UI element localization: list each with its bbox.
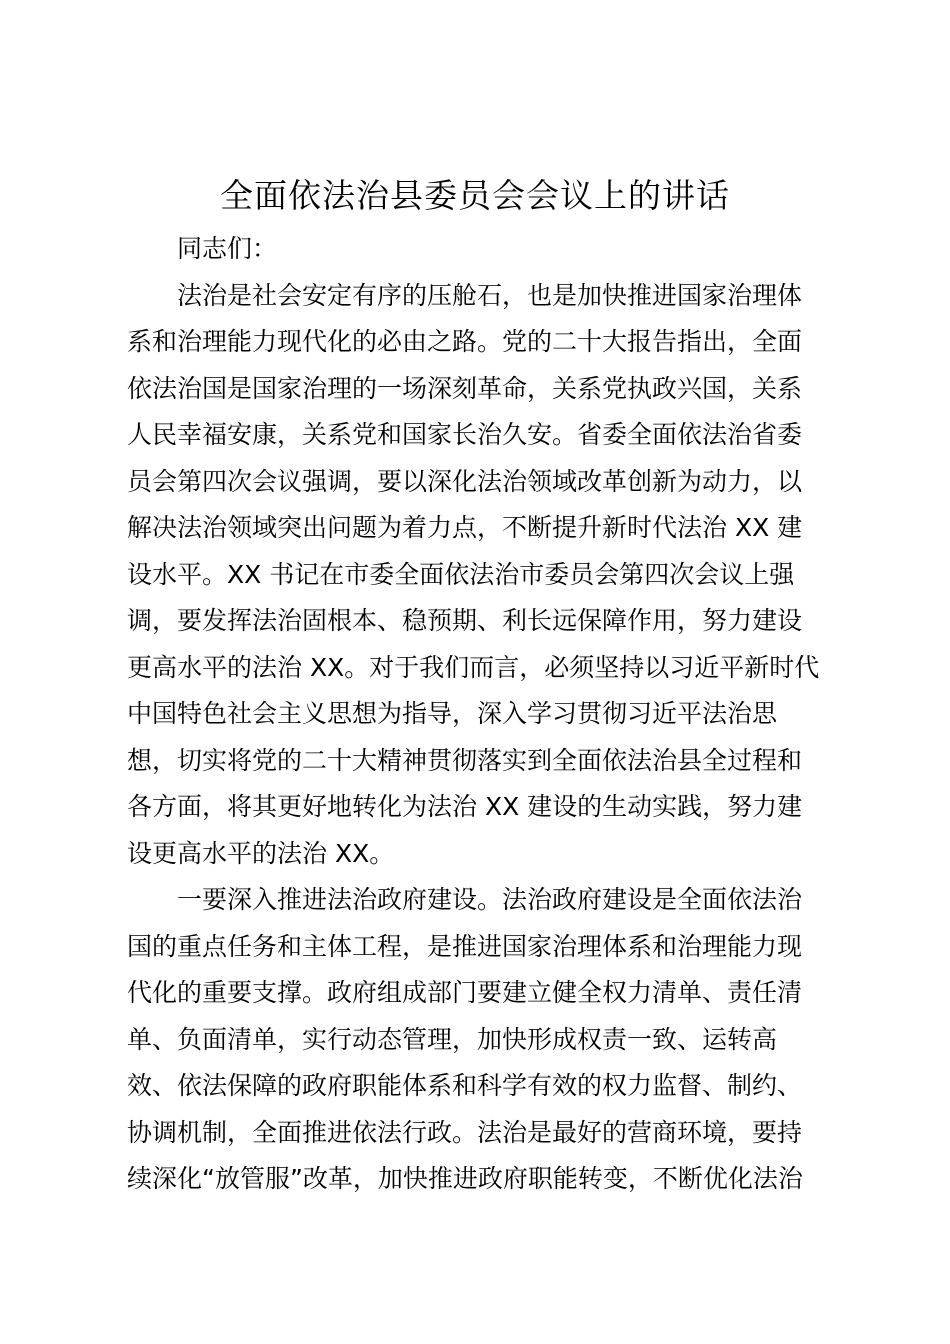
paragraph-1-line-11: 想，切实将党的二十大精神贯彻落实到全面依法治县全过程和 <box>127 745 803 775</box>
paragraph-2-line-5: 效、依法保障的政府职能体系和科学有效的权力监督、制约、 <box>127 1071 803 1100</box>
paragraph-1-line-2: 系和治理能力现代化的必由之路。党的二十大报告指出，全面 <box>127 327 803 356</box>
paragraph-1-line-7: 设水平。XX 书记在市委全面依法治市委员会第四次会议上强 <box>127 559 795 589</box>
paragraph-2-line-1: 一要深入推进法治政府建设。法治政府建设是全面依法治 <box>177 885 803 914</box>
paragraph-2-line-2: 国的重点任务和主体工程，是推进国家治理体系和治理能力现 <box>127 931 803 961</box>
paragraph-1-line-12: 各方面，将其更好地转化为法治 XX 建设的生动实践，努力建 <box>127 792 803 821</box>
paragraph-1-line-10: 中国特色社会主义思想为指导，深入学习贯彻习近平法治思 <box>127 699 778 728</box>
paragraph-2-line-4: 单、负面清单，实行动态管理，加快形成权责一致、运转高 <box>127 1024 778 1054</box>
paragraph-1-line-4: 人民幸福安康，关系党和国家长治久安。省委全面依法治省委 <box>127 420 803 449</box>
paragraph-2-line-6: 协调机制，全面推进依法行政。法治是最好的营商环境，要持 <box>127 1117 803 1147</box>
salutation-line: 同志们： <box>177 234 278 263</box>
paragraph-1-line-9: 更高水平的法治 XX。对于我们而言，必须坚持以习近平新时代 <box>127 652 820 682</box>
paragraph-1-line-3: 依法治国是国家治理的一场深刻革命，关系党执政兴国，关系 <box>127 373 803 403</box>
paragraph-2-line-7: 续深化“放管服”改革，加快推进政府职能转变，不断优化法治 <box>127 1164 803 1193</box>
document-body <box>127 226 832 1203</box>
paragraph-1-line-13: 设更高水平的法治 XX。 <box>127 838 395 868</box>
paragraph-1-line-1: 法治是社会安定有序的压舱石，也是加快推进国家治理体 <box>177 280 803 310</box>
paragraph-1-line-6: 解决法治领域突出问题为着力点，不断提升新时代法治 XX 建 <box>127 513 803 542</box>
document-title: 全面依法治县委员会会议上的讲话 <box>220 176 730 215</box>
paragraph-1-line-5: 员会第四次会议强调，要以深化法治领域改革创新为动力，以 <box>127 466 803 496</box>
paragraph-2-line-3: 代化的重要支撑。政府组成部门要建立健全权力清单、责任清 <box>127 978 803 1007</box>
paragraph-1-line-8: 调，要发挥法治固根本、稳预期、利长远保障作用，努力建设 <box>127 606 803 635</box>
